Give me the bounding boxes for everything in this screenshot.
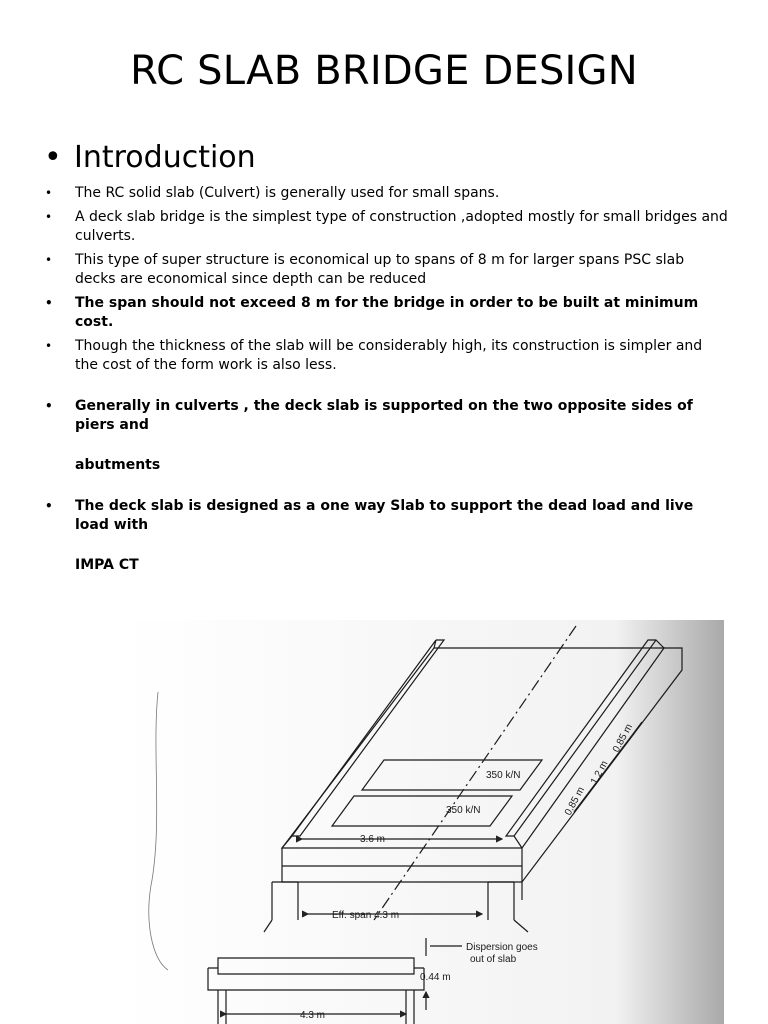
thickness-label: 0.44 m — [420, 972, 451, 983]
dispersion-label-1: Dispersion goes — [466, 942, 538, 953]
side-dim-b-label: 1.2 m — [588, 759, 611, 787]
bullet-item: • The span should not exceed 8 m for the bridge in order to be built at minimum cost. — [44, 294, 729, 332]
bullet-item: • This type of super structure is economical up to spans of 8 m for larger spans PSC slab decks are economical since depth can be reduced — [44, 251, 729, 289]
bullet-item — [44, 397, 729, 475]
bullet-item: • A deck slab bridge is the simplest type of construction ,adopted mostly for small bridges and culverts. — [44, 208, 729, 246]
bridge-slab-diagram — [122, 620, 724, 1024]
bullet-item-continuation: abutments — [75, 457, 161, 473]
section-span-label: 4.3 m — [300, 1010, 326, 1021]
dispersion-label-2: out of slab — [470, 954, 517, 965]
bullet-item: • Though the thickness of the slab will be considerably high, its construction is simpler and the cost of the form work is also less. — [44, 337, 729, 375]
intro-heading-text: Introduction — [74, 140, 256, 175]
load-label-1: 350 k/N — [486, 770, 521, 781]
bullet-item: • The RC solid slab (Culvert) is generally used for small spans. — [44, 184, 729, 203]
bullet-item-text: Generally in culverts , the deck slab is supported on the two opposite sides of piers and — [75, 398, 693, 433]
bullet-item-continuation: IMPA CT — [75, 557, 139, 573]
bullet-dot: • — [44, 140, 62, 175]
bullet-item — [44, 497, 729, 575]
width-label: 3.6 m — [360, 834, 386, 845]
side-dim-c-label: 0.85 m — [610, 722, 636, 755]
bullet-list — [44, 184, 729, 580]
slide-title: RC SLAB BRIDGE DESIGN — [130, 48, 638, 94]
load-label-2: 350 k/N — [446, 805, 481, 816]
scan-background — [122, 620, 724, 1024]
bullet-item-text: The deck slab is designed as a one way Slab to support the dead load and live load with — [75, 498, 694, 533]
intro-heading — [44, 140, 256, 175]
eff-span-label: Eff. span 4.3 m — [332, 910, 400, 921]
side-dim-a-label: 0.85 m — [562, 785, 588, 818]
